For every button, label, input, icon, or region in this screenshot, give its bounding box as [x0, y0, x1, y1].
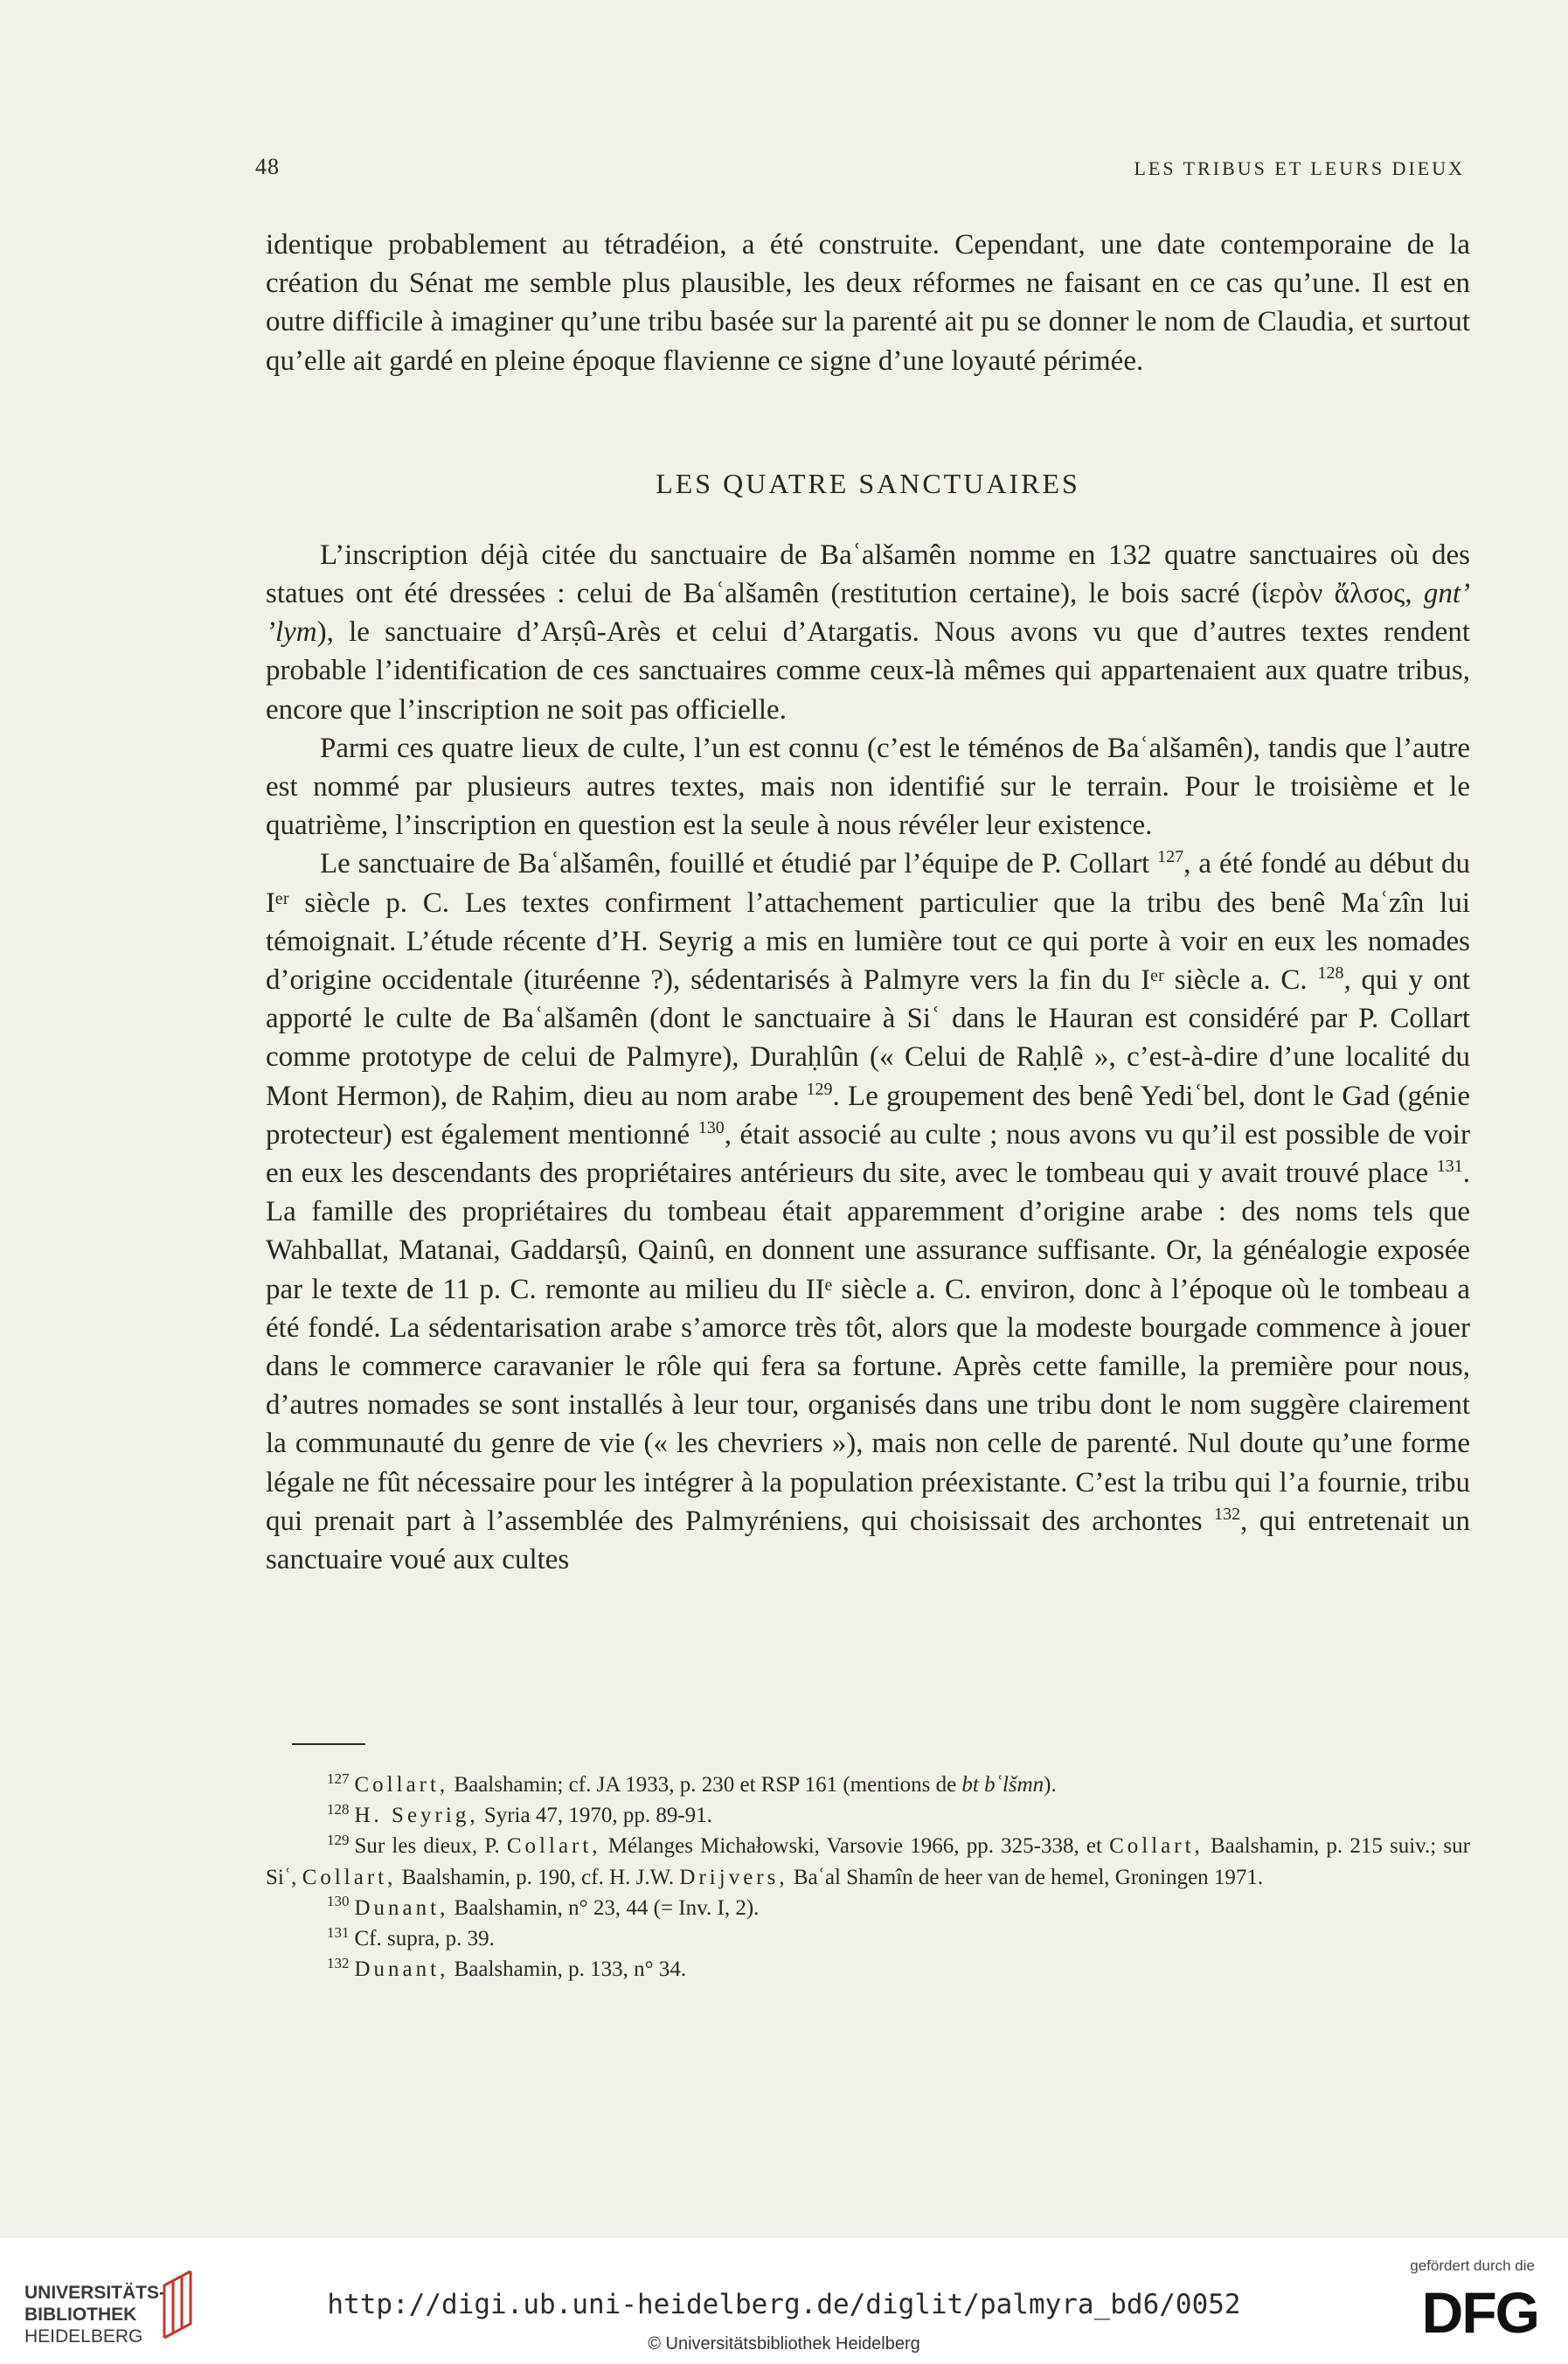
text-run: . Le groupement des benê Yediʿbel, dont le Gad (génie protecteur) est également mentionné: [266, 1080, 1471, 1151]
footnote-ref-132: 132: [1214, 1504, 1241, 1524]
footnote-author: Collart,: [354, 1773, 449, 1797]
body-text: [266, 226, 1470, 1579]
page-number: 48: [255, 154, 280, 179]
footnotes: [266, 1770, 1470, 1985]
text-run: ), le sanctuaire d’Arṣû-Arès et celui d’Atargatis. Nous avons vu que d’autres textes rendent probable l’identification de ces sanctuaires comme ceux-là mêmes qui appartenaient aux quatre tribus, encore que l’inscription ne soit pas officielle.: [266, 616, 1470, 726]
text-run: Syria 47, 1970, pp. 89-91.: [478, 1804, 712, 1828]
text-run: Baalshamin; cf. JA 1933, p. 230 et RSP 161 (mentions de: [448, 1773, 962, 1797]
digitization-footer: [0, 2238, 1568, 2364]
dfg-logo[interactable]: DFG: [1421, 2280, 1538, 2345]
library-name-line: UNIVERSITÄTS-: [24, 2283, 166, 2303]
footnote-number: 132: [327, 1954, 350, 1971]
section-heading: LES QUATRE SANCTUAIRES: [656, 467, 1080, 499]
funded-by-label: gefördert durch die: [1410, 2257, 1535, 2274]
footnote-author: Collart,: [302, 1865, 397, 1889]
footnote-author: Dunant,: [354, 1895, 449, 1920]
text-run: , était associé au culte ; nous avons vu qu’il est possible de voir en eux les descendants des propriétaires antérieurs du site, avec le tombeau qui y avait trouvé place: [266, 1118, 1471, 1190]
footnote-132: [266, 1954, 1470, 1985]
footnote-ref-127: 127: [1157, 847, 1184, 867]
footnote-author: Drijvers,: [679, 1865, 788, 1889]
footnote-number: 128: [327, 1800, 350, 1818]
text-run: , qui entretenait un sanctuaire voué aux cultes: [266, 1505, 1470, 1576]
running-head: LES TRIBUS ET LEURS DIEUX: [1134, 157, 1465, 179]
footnote-number: 130: [327, 1893, 350, 1910]
text-run: . La famille des propriétaires du tombeau était apparemment d’origine arabe : des noms tels que Wahballat, Matanai, Gaddarṣû, Qainû, en donnent une assurance suffisante. Or, la généalogie exposée par le texte de 11 p. C. remonte au milieu du IIᵉ siècle a. C. environ, donc à l’époque où le tombeau a été fondé. La sédentarisation arabe s’amorce très tôt, alors que la modeste bourgade commence à jouer dans le commerce caravanier le rôle qui fera sa fortune. Après cette famille, la première pour nous, d’autres nomades se sont installés à leur tour, organisés dans une tribu dont le nom suggère clairement la communauté du genre de vie (« les chevriers »), mais non celle de parenté. Nul doute qu’une forme légale ne fût nécessaire pour les intégrer à la population préexistante. C’est la tribu qui l’a fournie, tribu qui prenait part à l’assemblée des Palmyréniens, qui choisissait des archontes: [266, 1158, 1470, 1537]
permalink-url[interactable]: http://digi.ub.uni-heidelberg.de/diglit/palmyra_bd6/0052: [327, 2289, 1241, 2320]
paragraph-3: Parmi ces quatre lieux de culte, l’un est connu (c’est le téménos de Baʿalšamên), tandis que l’autre est nommé par plusieurs autres textes, mais non identifié sur le terrain. Pour le troisième et le quatrième, l’inscription en question est la seule à nous révéler leur existence.: [266, 732, 1470, 842]
text-run: L’inscription déjà citée du sanctuaire de Baʿalšamên nomme en 132 quatre sanctuaires où des statues ont été dressées : celui de Baʿalšamên (restitution certaine), le bois sacré (ἱερὸν ἄλσος,: [266, 539, 1470, 610]
paragraph-2: [266, 536, 1470, 729]
text-run: Baalshamin, p. 190, cf. H. J.W.: [396, 1865, 680, 1889]
footnote-ref-128: 128: [1317, 963, 1344, 984]
text-run: Mélanges Michałowski, Varsovie 1966, pp. 325-338, et: [600, 1834, 1110, 1859]
copyright-notice: © Universitätsbibliothek Heidelberg: [648, 2334, 920, 2354]
text-run: , a été fondé au début du Iᵉʳ siècle p. C. Les textes confirment l’attachement particulier que la tribu des benê Maʿzîn lui témoignait. L’étude récente d’H. Seyrig a mis en lumière tout ce qui porte à voir en eux les nomades d’origine occidentale (ituréenne ?), sédentarisés à Palmyre vers la fin du Iᵉʳ siècle a. C.: [266, 848, 1470, 997]
footnote-127: [266, 1770, 1470, 1800]
text-run: Baalshamin, p. 133, n° 34.: [448, 1957, 687, 1982]
text-run: Baalshamin, p. 215 suiv.; sur Siʿ,: [266, 1834, 1470, 1889]
footnote-author: Collart,: [1109, 1834, 1204, 1859]
paragraph-4: [266, 845, 1470, 1579]
footnote-131: [266, 1923, 1470, 1954]
footnote-author: Collart,: [506, 1834, 601, 1859]
text-run: Le sanctuaire de Baʿalšamên, fouillé et étudié par l’équipe de P. Collart: [320, 848, 1158, 880]
text-run: Cf. supra, p. 39.: [354, 1927, 495, 1951]
footnote-divider: [292, 1743, 365, 1745]
footnote-author: Dunant,: [354, 1957, 449, 1982]
footnote-number: 131: [327, 1923, 350, 1941]
footnote-number: 127: [327, 1770, 350, 1787]
footnote-ref-131: 131: [1436, 1157, 1463, 1177]
text-run: ).: [1044, 1773, 1057, 1797]
footnote-ref-130: 130: [697, 1117, 725, 1137]
italic-run: bt bʿlšmn: [961, 1773, 1044, 1797]
text-run: , qui y ont apporté le culte de Baʿalšamên (dont le sanctuaire à Siʿ dans le Hauran est considéré par P. Collart comme prototype de celui de Palmyre), Duraḥlûn (« Celui de Raḥlê », c’est-à-dire d’une localité du Mont Hermon), de Raḥim, dieu au nom arabe: [266, 964, 1470, 1112]
text-run: Baʿal Shamîn de heer van de hemel, Groningen 1971.: [787, 1865, 1264, 1889]
footnote-129: [266, 1831, 1470, 1892]
italic-run: gnt’ ’lym: [266, 578, 1470, 649]
footnote-author: H. Seyrig,: [354, 1804, 479, 1828]
library-name-line: BIBLIOTHEK: [24, 2305, 137, 2325]
footnote-number: 129: [327, 1832, 350, 1849]
text-run: Baalshamin, n° 23, 44 (= Inv. I, 2).: [448, 1895, 760, 1920]
library-name-line: HEIDELBERG: [24, 2326, 143, 2347]
footnote-128: [266, 1800, 1470, 1831]
text-run: Sur les dieux, P.: [354, 1834, 507, 1859]
footnote-ref-129: 129: [806, 1079, 833, 1099]
paragraph-1: identique probablement au tétradéion, a été construite. Cependant, une date contemporaine de la création du Sénat me semble plus plausible, les deux réformes ne faisant en ce cas qu’une. Il est en outre difficile à imaginer qu’une tribu basée sur la parenté ait pu se donner le nom de Claudia, et surtout qu’elle ait gardé en pleine époque flavienne ce signe d’une loyauté périmée.: [266, 229, 1470, 377]
footnote-130: [266, 1893, 1470, 1923]
